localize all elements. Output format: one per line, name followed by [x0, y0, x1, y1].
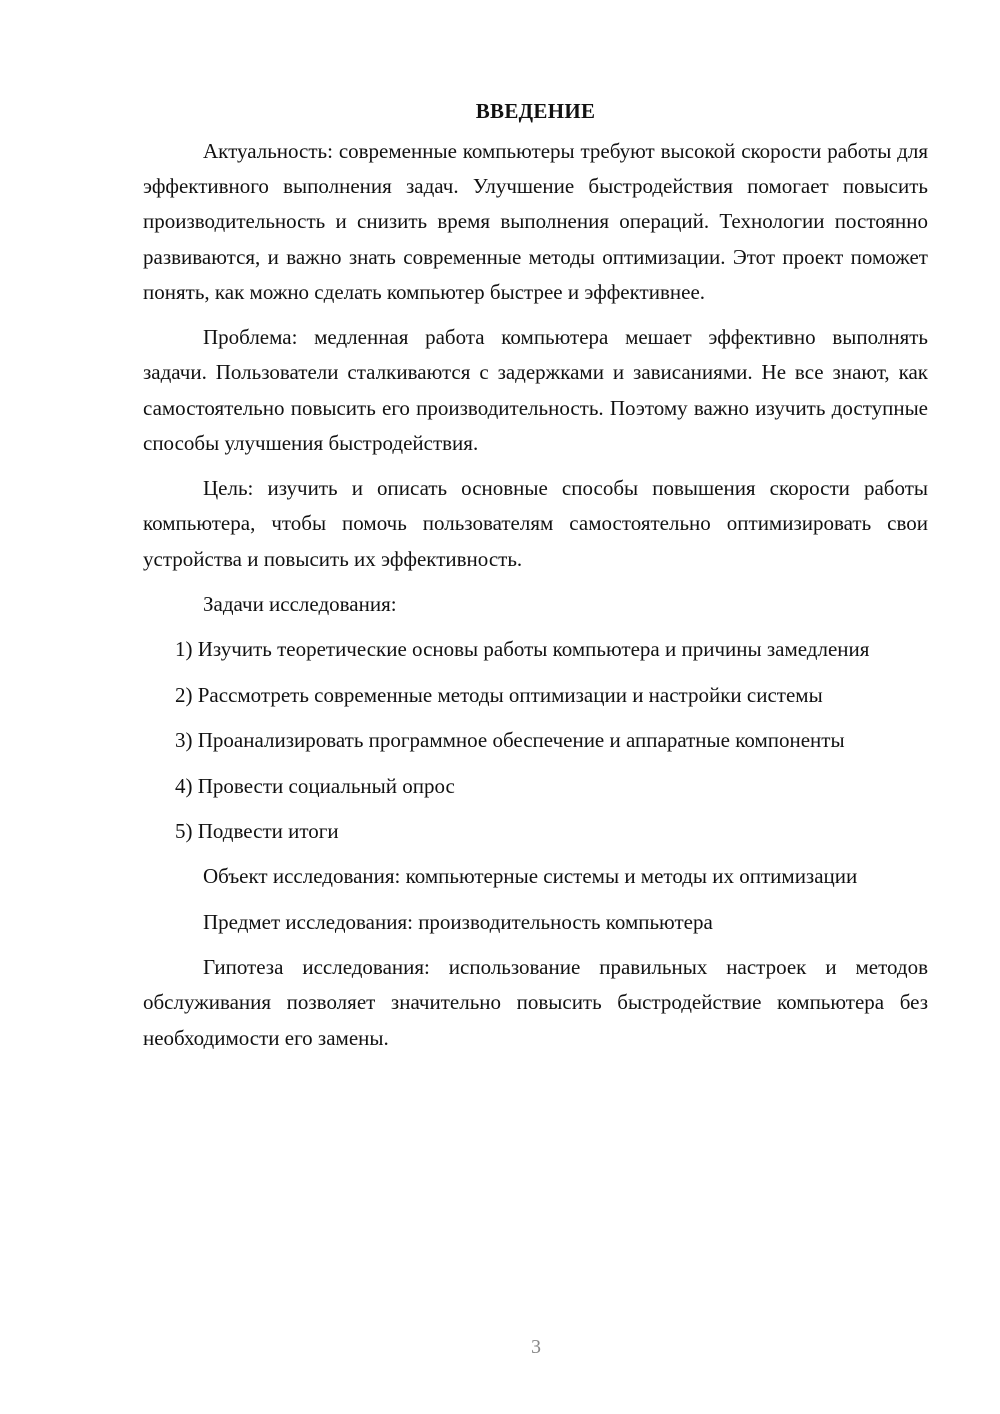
- paragraph-subject: Предмет исследования: производительность компьютера: [203, 909, 713, 934]
- tasks-heading: Задачи исследования:: [203, 592, 397, 616]
- task-item-2: 2) Рассмотреть современные методы оптимизации и настройки системы: [175, 682, 823, 707]
- paragraph-goal: Цель: изучить и описать основные способы повышения скорости работы компьютера, чтобы помочь пользователям самостоятельно оптимизировать свои устройства и повысить их эффективность.: [143, 476, 928, 571]
- task-item-5: 5) Подвести итоги: [175, 818, 339, 843]
- page-number: 3: [531, 1336, 541, 1358]
- paragraph-relevance: Актуальность: современные компьютеры требуют высокой скорости работы для эффективного выполнения задач. Улучшение быстродействия помогает повысить производительность и снизить время выполнения операций. Технологии постоянно развиваются, и важно знать современные методы оптимизации. Этот проект поможет понять, как можно сделать компьютер быстрее и эффективнее.: [143, 139, 928, 304]
- paragraph-object: Объект исследования: компьютерные системы и методы их оптимизации: [203, 864, 858, 889]
- paragraph-problem: Проблема: медленная работа компьютера мешает эффективно выполнять задачи. Пользователи сталкиваются с задержками и зависаниями. Не все знают, как самостоятельно повысить его производительность. Поэтому важно изучить доступные способы улучшения быстродействия.: [143, 325, 928, 455]
- page-content: [143, 96, 928, 1056]
- task-item-4: 4) Провести социальный опрос: [175, 773, 455, 798]
- task-item-3: 3) Проанализировать программное обеспечение и аппаратные компоненты: [175, 728, 845, 753]
- section-title: ВВЕДЕНИЕ: [475, 99, 596, 123]
- paragraph-hypothesis: Гипотеза исследования: использование правильных настроек и методов обслуживания позволяет значительно повысить быстродействие компьютера без необходимости его замены.: [143, 955, 928, 1050]
- task-item-1: 1) Изучить теоретические основы работы компьютера и причины замедления: [175, 637, 870, 662]
